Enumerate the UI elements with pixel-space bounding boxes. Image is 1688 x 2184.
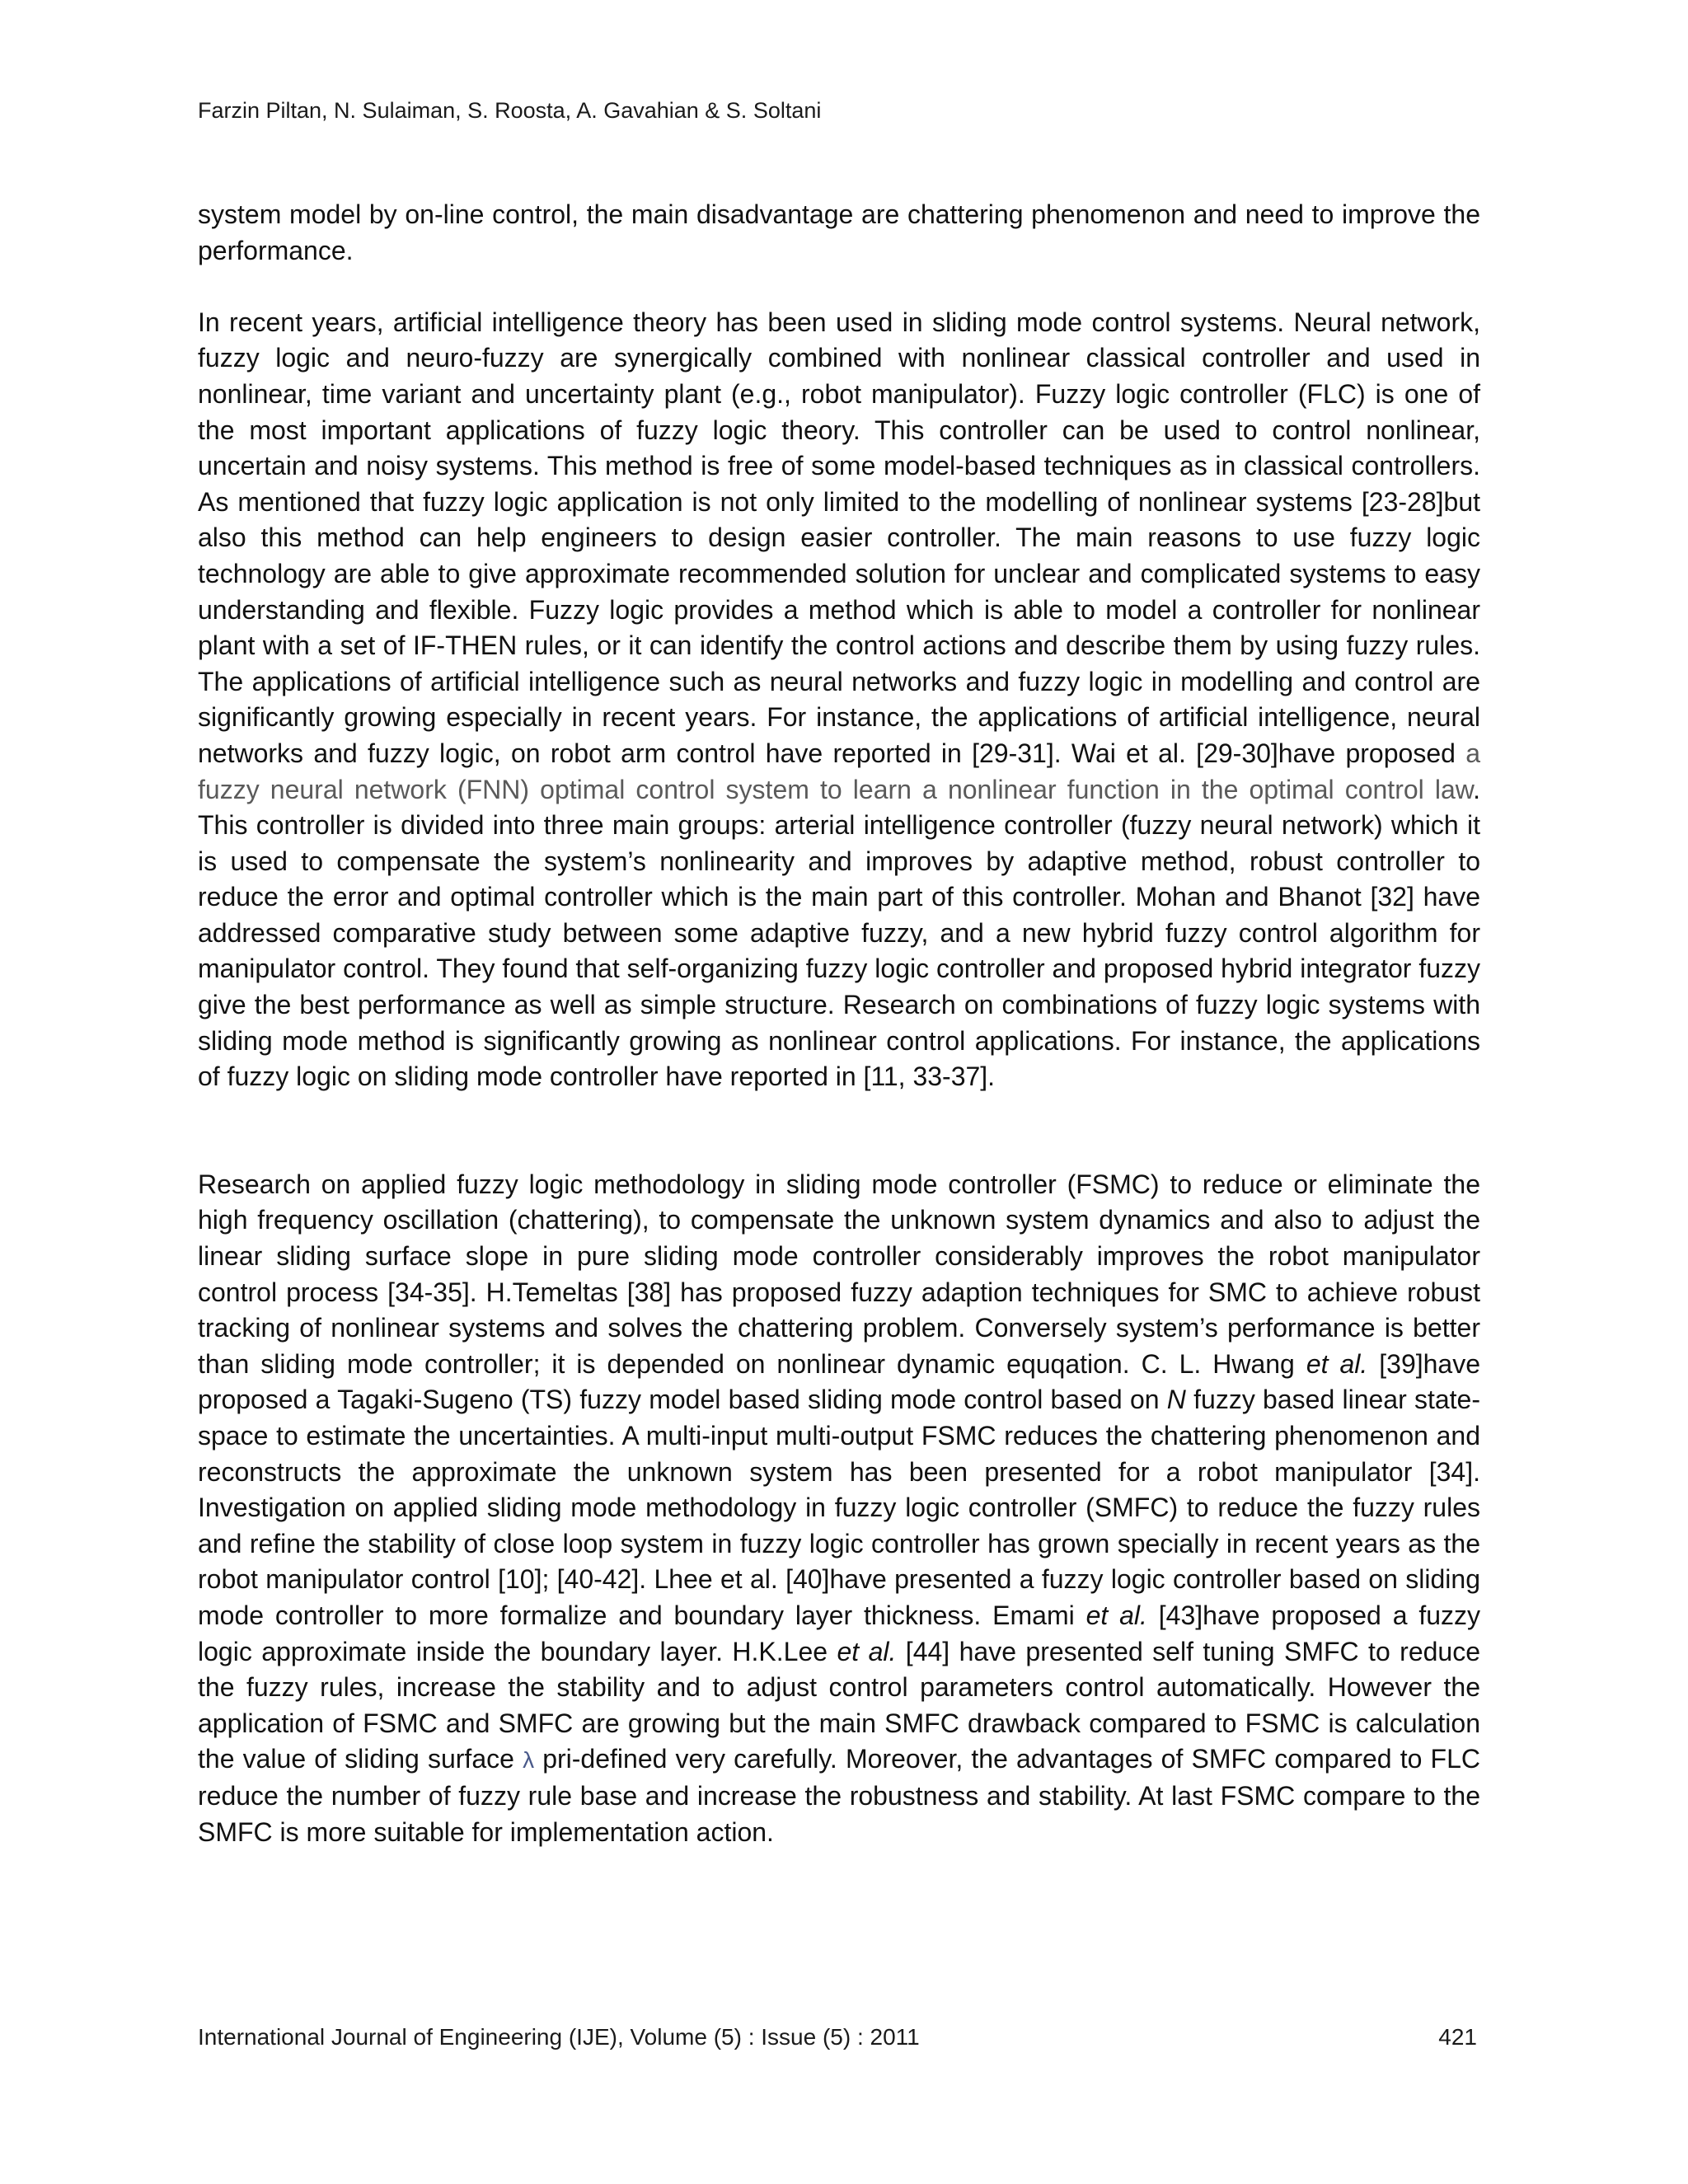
paragraph-2 [198, 305, 1480, 1095]
paragraph-3-text-a: Research on applied fuzzy logic methodology in sliding mode controller (FSMC) to reduce or eliminate the high frequency oscillation (chattering), to compensate the unknown system dynamics and also to adjust the linear sliding surface slope in pure sliding mode controller considerably improves the robot manipulator control process [34-35]. H.Temeltas [38] has proposed fuzzy adaption techniques for SMC to achieve robust tracking of nonlinear systems and solves the chattering problem. Conversely system’s performance is better than sliding mode controller; it is depended on nonlinear dynamic equqation. C. L. Hwang [198, 1169, 1480, 1379]
body-text [198, 197, 1480, 1886]
paragraph-2-text-b: . This controller is divided into three main groups: arterial intelligence controller (fuzzy neural network) which it is used to compensate the system’s nonlinearity and improves by adaptive method, robust controller to reduce the error and optimal controller which is the main part of this controller. Mohan and Bhanot [32] have addressed comparative study between some adaptive fuzzy, and a new hybrid fuzzy control algorithm for manipulator control. They found that self-organizing fuzzy logic controller and proposed hybrid integrator fuzzy give the best performance as well as simple structure. Research on combinations of fuzzy logic systems with sliding mode method is significantly growing as nonlinear control applications. For instance, the applications of fuzzy logic on sliding mode controller have reported in [11, 33-37]. [198, 774, 1480, 1092]
paragraph-3-text-d: [43]have proposed a fuzzy logic approximate inside the boundary layer. H.K.Lee [198, 1600, 1481, 1666]
italic-et-al: et al. [1306, 1348, 1368, 1379]
paragraph-3-text-c: fuzzy based linear state-space to estimate the uncertainties. A multi-input multi-output FSMC reduces the chattering phenomenon and reconstructs the approximate the unknown system has been presented for a robot manipulator [34]. Investigation on applied sliding mode methodology in fuzzy logic controller (SMFC) to reduce the fuzzy rules and refine the stability of close loop system in fuzzy logic controller has grown specially in recent years as the robot manipulator control [10]; [40-42]. Lhee et al. [40]have presented a fuzzy logic controller based on sliding mode controller to more formalize and boundary layer thickness. Emami [198, 1385, 1480, 1630]
paragraph-3-text-e: [44] have presented self tuning SMFC to reduce the fuzzy rules, increase the stability and to adjust control parameters control automatically. However the application of FSMC and SMFC are growing but the main SMFC drawback compared to FSMC is calculation the value of sliding surface [198, 1636, 1481, 1774]
paragraph-3-text-f: pri-defined very carefully. Moreover, the advantages of SMFC compared to FLC reduce the number of fuzzy rule base and increase the robustness and stability. At last FSMC compare to the SMFC is more suitable for implementation action. [198, 1744, 1481, 1847]
paragraph-3-text-b: [39]have proposed a Tagaki-Sugeno (TS) fuzzy model based sliding mode control based on [198, 1348, 1481, 1415]
paragraph-2-quoted-text: a fuzzy neural network (FNN) optimal control system to learn a nonlinear function in the optimal control law [198, 738, 1480, 804]
italic-n: N [1166, 1385, 1186, 1415]
italic-et-al: et al. [1085, 1600, 1147, 1630]
lambda-symbol: λ [523, 1747, 535, 1774]
paragraph-1: system model by on-line control, the main disadvantage are chattering phenomenon and need to improve the performance. [198, 199, 1480, 265]
page-number: 421 [1438, 2024, 1477, 2050]
running-header-authors: Farzin Piltan, N. Sulaiman, S. Roosta, A. Gavahian & S. Soltani [198, 98, 822, 123]
footer-journal-citation: International Journal of Engineering (IJE), Volume (5) : Issue (5) : 2011 [198, 2024, 920, 2050]
italic-et-al: et al. [837, 1636, 897, 1666]
paragraph-2-text-a: In recent years, artificial intelligence theory has been used in sliding mode control systems. Neural network, fuzzy logic and neuro-fuzzy are synergically combined with nonlinear classical controller and used in nonlinear, time variant and uncertainty plant (e.g., robot manipulator). Fuzzy logic controller (FLC) is one of the most important applications of fuzzy logic theory. This controller can be used to control nonlinear, uncertain and noisy systems. This method is free of some model-based techniques as in classical controllers. As mentioned that fuzzy logic application is not only limited to the modelling of nonlinear systems [23-28]but also this method can help engineers to design easier controller. The main reasons to use fuzzy logic technology are able to give approximate recommended solution for unclear and complicated systems to easy understanding and flexible. Fuzzy logic provides a method which is able to model a controller for nonlinear plant with a set of IF-THEN rules, or it can identify the control actions and describe them by using fuzzy rules. The applications of artificial intelligence such as neural networks and fuzzy logic in modelling and control are significantly growing especially in recent years. For instance, the applications of artificial intelligence, neural networks and fuzzy logic, on robot arm control have reported in [29-31]. Wai et al. [29-30]have proposed [198, 307, 1480, 768]
paragraph-3 [198, 1167, 1480, 1850]
